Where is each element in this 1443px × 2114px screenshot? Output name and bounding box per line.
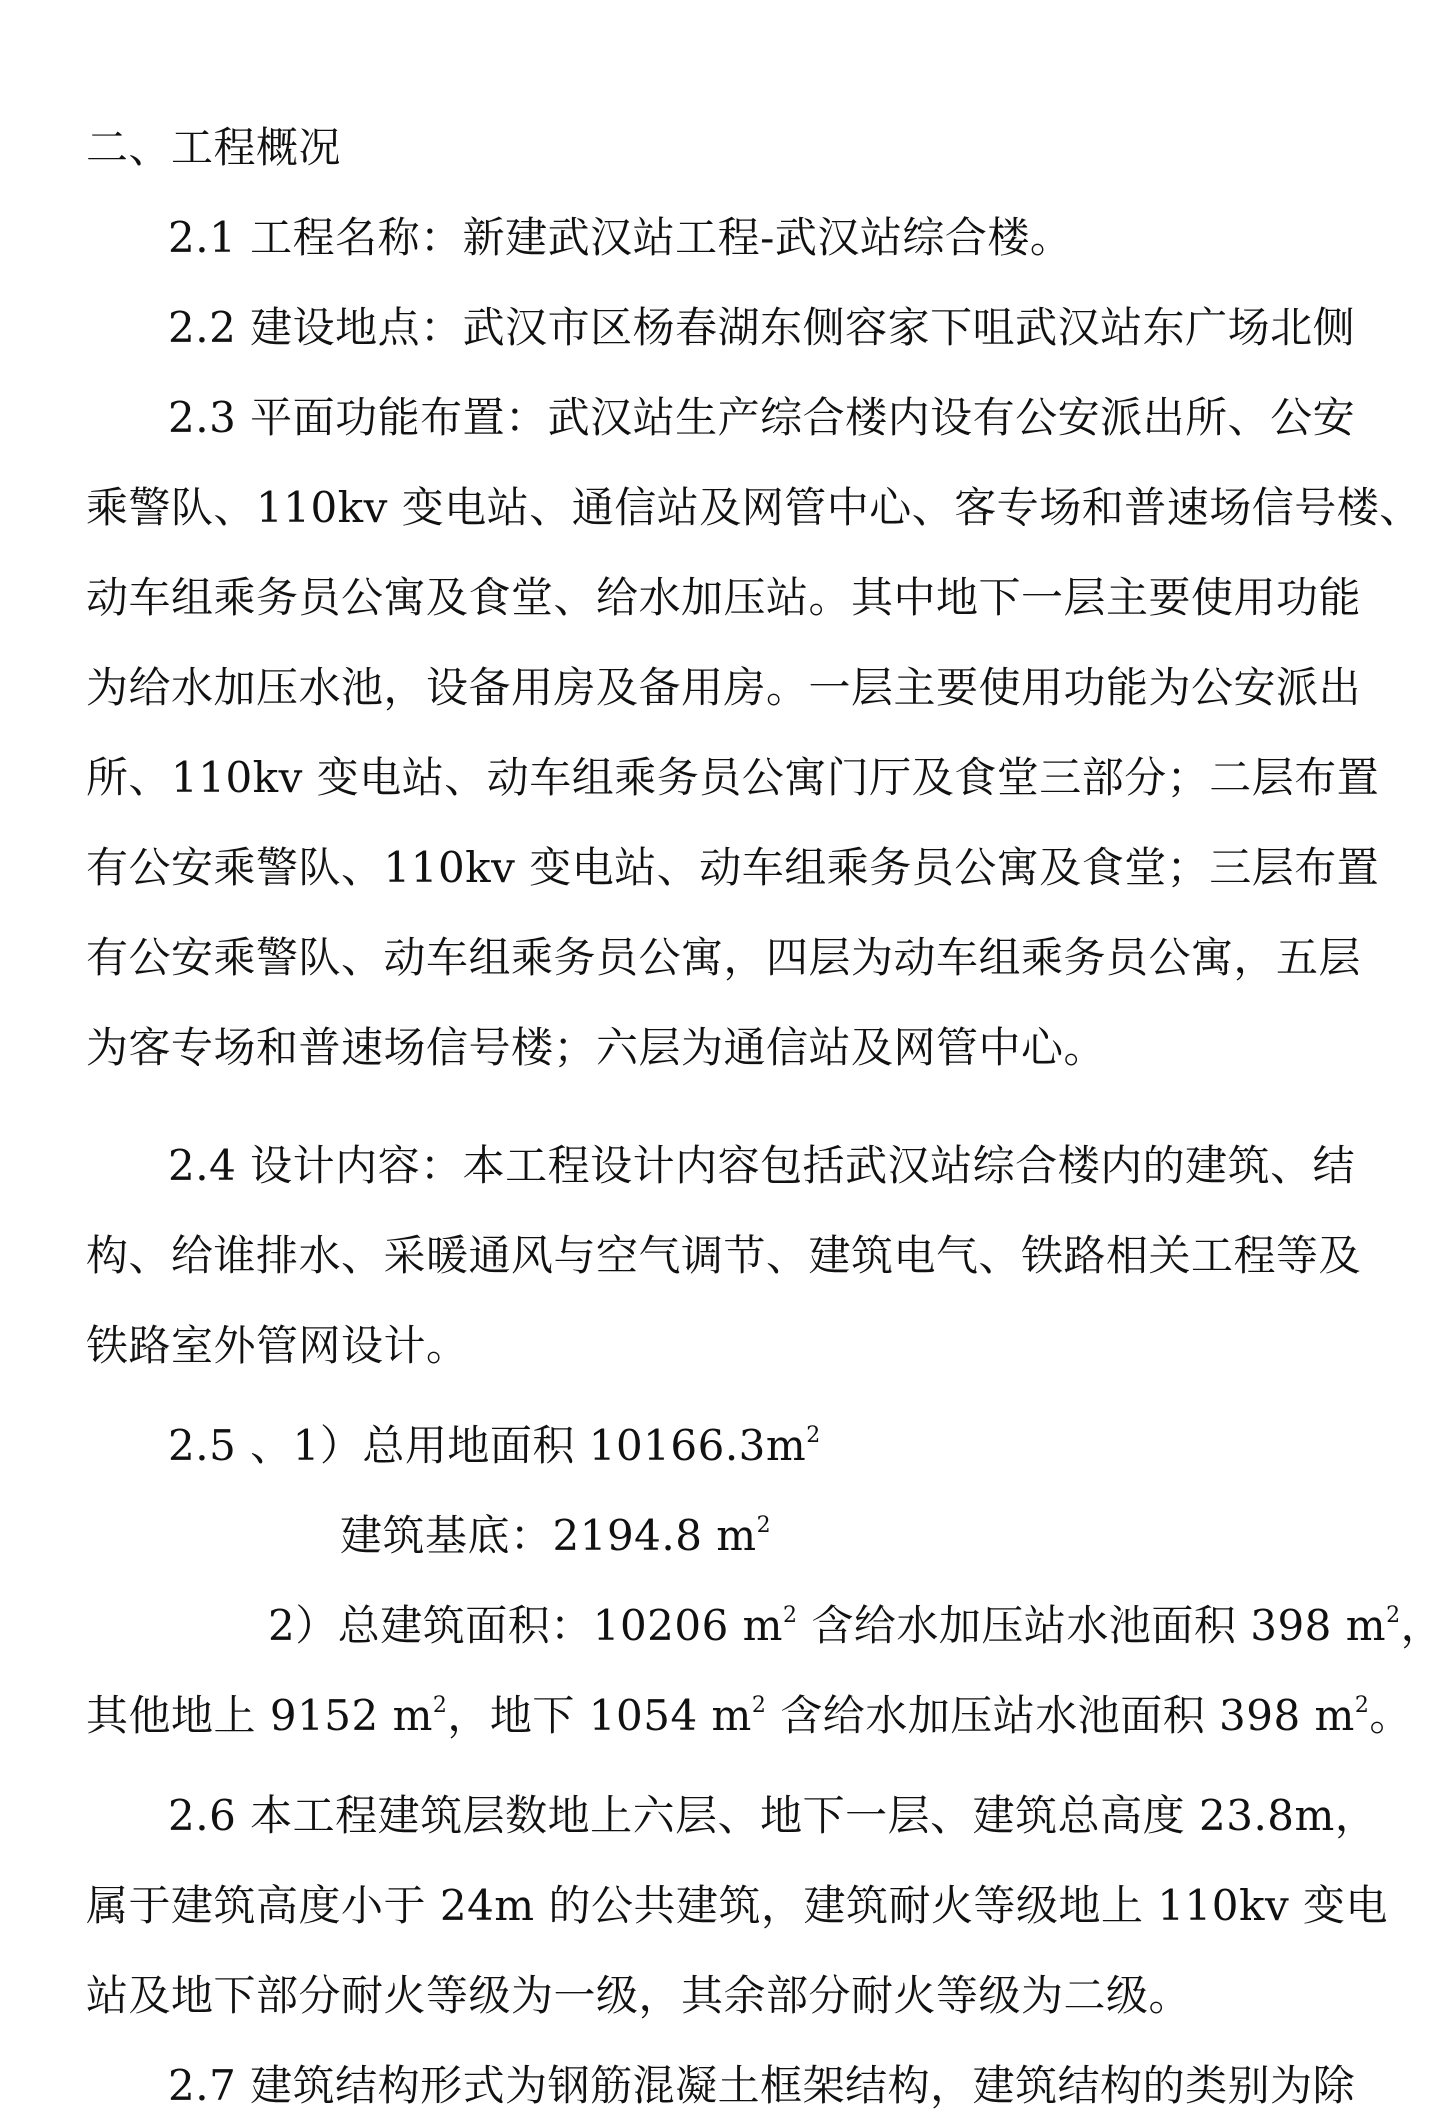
item-2-3-line-4: 为给水加压水池，设备用房及备用房。一层主要使用功能为公安派出 [86,663,1362,712]
total-area-sup-2: 2 [1386,1603,1401,1628]
item-2-5-total-area [268,1598,1443,1654]
item-2-6-line-2: 属于建筑高度小于 24m 的公共建筑，建筑耐火等级地上 110kv 变电 [86,1881,1389,1930]
total-area-pool-text: 含给水加压站水池面积 398 m [797,1601,1387,1650]
total-area-comma: ， [1400,1601,1443,1650]
pool-area-sup: 2 [1354,1693,1370,1718]
land-area-unit-sup: 2 [806,1423,821,1448]
total-area-text: 2）总建筑面积：10206 m [268,1601,784,1650]
item-2-4-line-3: 铁路室外管网设计。 [86,1321,469,1370]
section-heading: 二、工程概况 [86,123,342,172]
item-2-3-line-3: 动车组乘务员公寓及食堂、给水加压站。其中地下一层主要使用功能 [86,573,1362,622]
item-2-3-line-6: 有公安乘警队、110kv 变电站、动车组乘务员公寓及食堂；三层布置 [86,843,1380,892]
item-2-2-location: 2.2 建设地点：武汉市区杨春湖东侧容家下咀武汉站东广场北侧 [168,303,1356,352]
item-2-7-line-1: 2.7 建筑结构形式为钢筋混凝土框架结构，建筑结构的类别为除 [168,2061,1356,2110]
item-2-5-land-area [168,1418,1348,1474]
total-area-sup-1: 2 [783,1603,798,1628]
above-ground-text: 其他地上 9152 m [86,1691,433,1740]
item-2-3-line-8: 为客专场和普速场信号楼；六层为通信站及网管中心。 [86,1023,1107,1072]
item-2-1-project-name: 2.1 工程名称：新建武汉站工程-武汉站综合楼。 [168,213,1073,262]
footprint-unit-sup: 2 [756,1513,772,1538]
item-2-4-line-2: 构、给谁排水、采暖通风与空气调节、建筑电气、铁路相关工程等及 [86,1231,1362,1280]
item-2-3-line-1: 2.3 平面功能布置：武汉站生产综合楼内设有公安派出所、公安 [168,393,1356,442]
below-ground-sup: 2 [751,1693,767,1718]
above-ground-sup: 2 [432,1693,448,1718]
land-area-text: 2.5 、1）总用地面积 10166.3m [168,1421,807,1470]
below-ground-text: ，地下 1054 m [447,1691,752,1740]
item-2-4-line-1: 2.4 设计内容：本工程设计内容包括武汉站综合楼内的建筑、结 [168,1141,1356,1190]
item-2-6-line-3: 站及地下部分耐火等级为一级，其余部分耐火等级为二级。 [86,1971,1192,2020]
item-2-5-footprint [340,1508,1348,1564]
footprint-text: 建筑基底：2194.8 m [340,1511,757,1560]
item-2-5-above-below [86,1688,1412,1744]
item-2-3-line-2: 乘警队、110kv 变电站、通信站及网管中心、客专场和普速场信号楼、 [86,483,1422,532]
item-2-3-line-7: 有公安乘警队、动车组乘务员公寓，四层为动车组乘务员公寓，五层 [86,933,1362,982]
line-end-period: 。 [1369,1691,1412,1740]
item-2-6-line-1: 2.6 本工程建筑层数地上六层、地下一层、建筑总高度 23.8m， [168,1791,1378,1840]
pool-area-text: 含给水加压站水池面积 398 m [766,1691,1355,1740]
item-2-3-line-5: 所、110kv 变电站、动车组乘务员公寓门厅及食堂三部分；二层布置 [86,753,1380,802]
